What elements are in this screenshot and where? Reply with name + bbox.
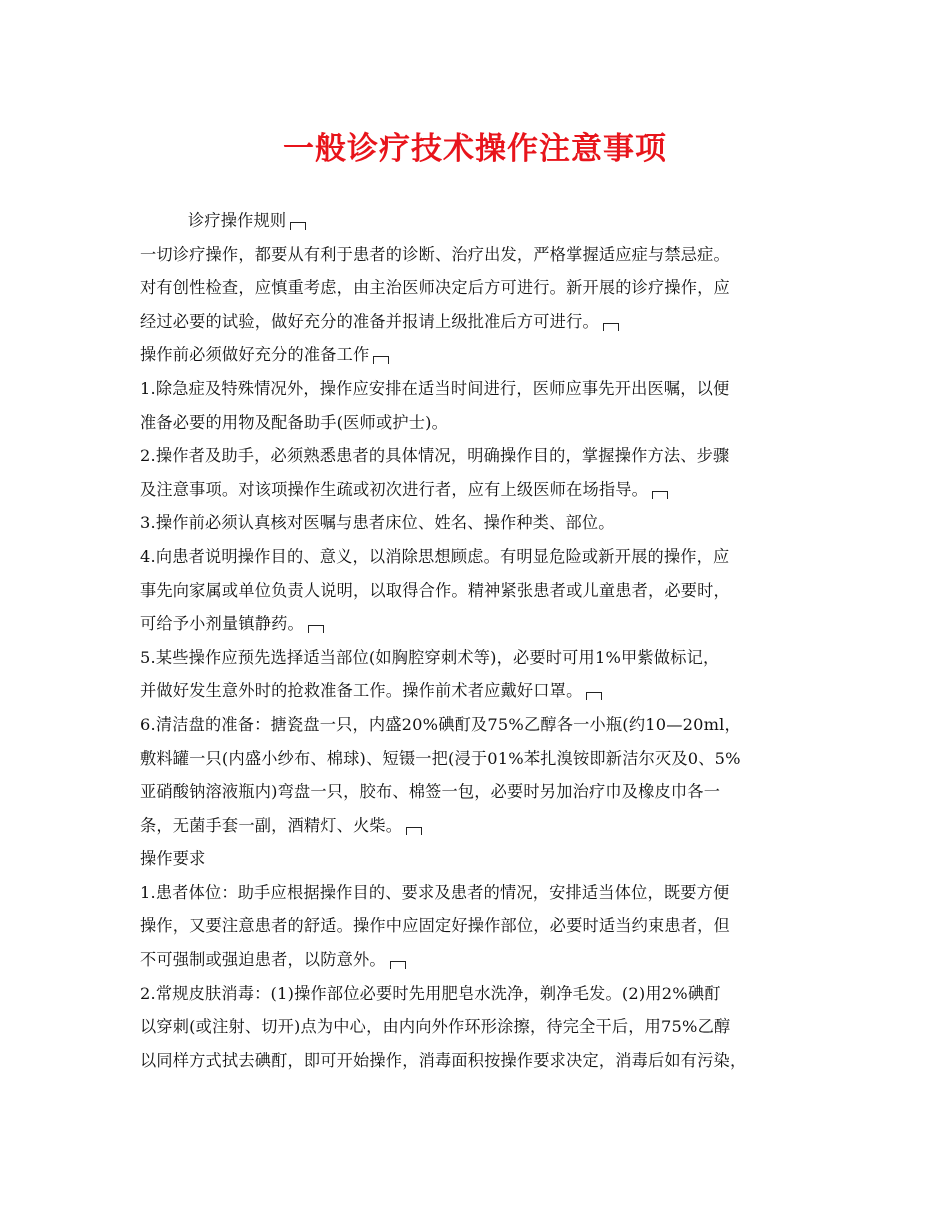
text-line: 敷料罐一只(内盛小纱布、棉球)、短镊一把(浸于01%苯扎溴铵即新洁尔灭及0、5% xyxy=(140,748,741,768)
paragraph-mark-icon xyxy=(373,356,389,364)
section-heading-requirements: 操作要求 xyxy=(140,849,206,869)
text-line: 操作，又要注意患者的舒适。操作中应固定好操作部位，必要时适当约束患者，但 xyxy=(140,916,730,936)
paragraph-mark-icon xyxy=(652,491,668,499)
paragraph-mark-icon xyxy=(406,827,422,835)
text-line: 5.某些操作应预先选择适当部位(如胸腔穿刺术等)，必要时可用1%甲紫做标记， xyxy=(140,647,720,667)
text-line: 及注意事项。对该项操作生疏或初次进行者，应有上级医师在场指导。 xyxy=(140,473,820,507)
paragraph-mark-icon xyxy=(308,625,324,633)
paragraph-mark-icon xyxy=(603,323,619,331)
document-title: 一般诊疗技术操作注意事项 xyxy=(283,131,667,167)
text-line: 2.常规皮肤消毒：(1)操作部位必要时先用肥皂水洗净，剃净毛发。(2)用2%碘酊 xyxy=(140,983,721,1003)
section-heading-rules: 诊疗操作规则 xyxy=(140,204,820,238)
text-line: 准备必要的用物及配备助手(医师或护士)。 xyxy=(140,412,449,432)
text-line: 经过必要的试验，做好充分的准备并报请上级批准后方可进行。 xyxy=(140,305,820,339)
text-line: 事先向家属或单位负责人说明，以取得合作。精神紧张患者或儿童患者，必要时， xyxy=(140,580,730,600)
paragraph-mark-icon xyxy=(586,692,602,700)
text-line: 以同样方式拭去碘酊，即可开始操作，消毒面积按操作要求决定，消毒后如有污染， xyxy=(140,1050,747,1070)
text-line: 亚硝酸钠溶液瓶内)弯盘一只，胶布、棉签一包，必要时另加治疗巾及橡皮巾各一 xyxy=(140,782,721,802)
paragraph-mark-icon xyxy=(290,222,306,230)
text-line: 一切诊疗操作，都要从有利于患者的诊断、治疗出发，严格掌握适应症与禁忌症。 xyxy=(140,244,730,264)
text-line: 2.操作者及助手，必须熟悉患者的具体情况，明确操作目的，掌握操作方法、步骤 xyxy=(140,446,730,466)
text-line: 1.除急症及特殊情况外，操作应安排在适当时间进行，医师应事先开出医嘱，以便 xyxy=(140,378,730,398)
text-line: 不可强制或强迫患者，以防意外。 xyxy=(140,943,820,977)
text-line: 3.操作前必须认真核对医嘱与患者床位、姓名、操作种类、部位。 xyxy=(140,513,615,533)
text-line: 对有创性检查，应慎重考虑，由主治医师决定后方可进行。新开展的诊疗操作，应 xyxy=(140,278,730,298)
text-line: 6.清洁盘的准备：搪瓷盘一只，内盛20%碘酊及75%乙醇各一小瓶(约10—20ml， xyxy=(140,714,741,734)
section-heading-preparation: 操作前必须做好充分的准备工作 xyxy=(140,338,820,372)
text-line: 条，无菌手套一副，酒精灯、火柴。 xyxy=(140,809,820,843)
text-line: 1.患者体位：助手应根据操作目的、要求及患者的情况，安排适当体位，既要方便 xyxy=(140,882,730,902)
paragraph-mark-icon xyxy=(390,961,406,969)
text-line: 4.向患者说明操作目的、意义，以消除思想顾虑。有明显危险或新开展的操作，应 xyxy=(140,546,730,566)
document-body xyxy=(140,204,820,1077)
text-line: 以穿刺(或注射、切开)点为中心，由内向外作环形涂擦，待完全干后，用75%乙醇 xyxy=(140,1017,731,1037)
text-line: 并做好发生意外时的抢救准备工作。操作前术者应戴好口罩。 xyxy=(140,674,820,708)
text-line: 可给予小剂量镇静药。 xyxy=(140,607,820,641)
